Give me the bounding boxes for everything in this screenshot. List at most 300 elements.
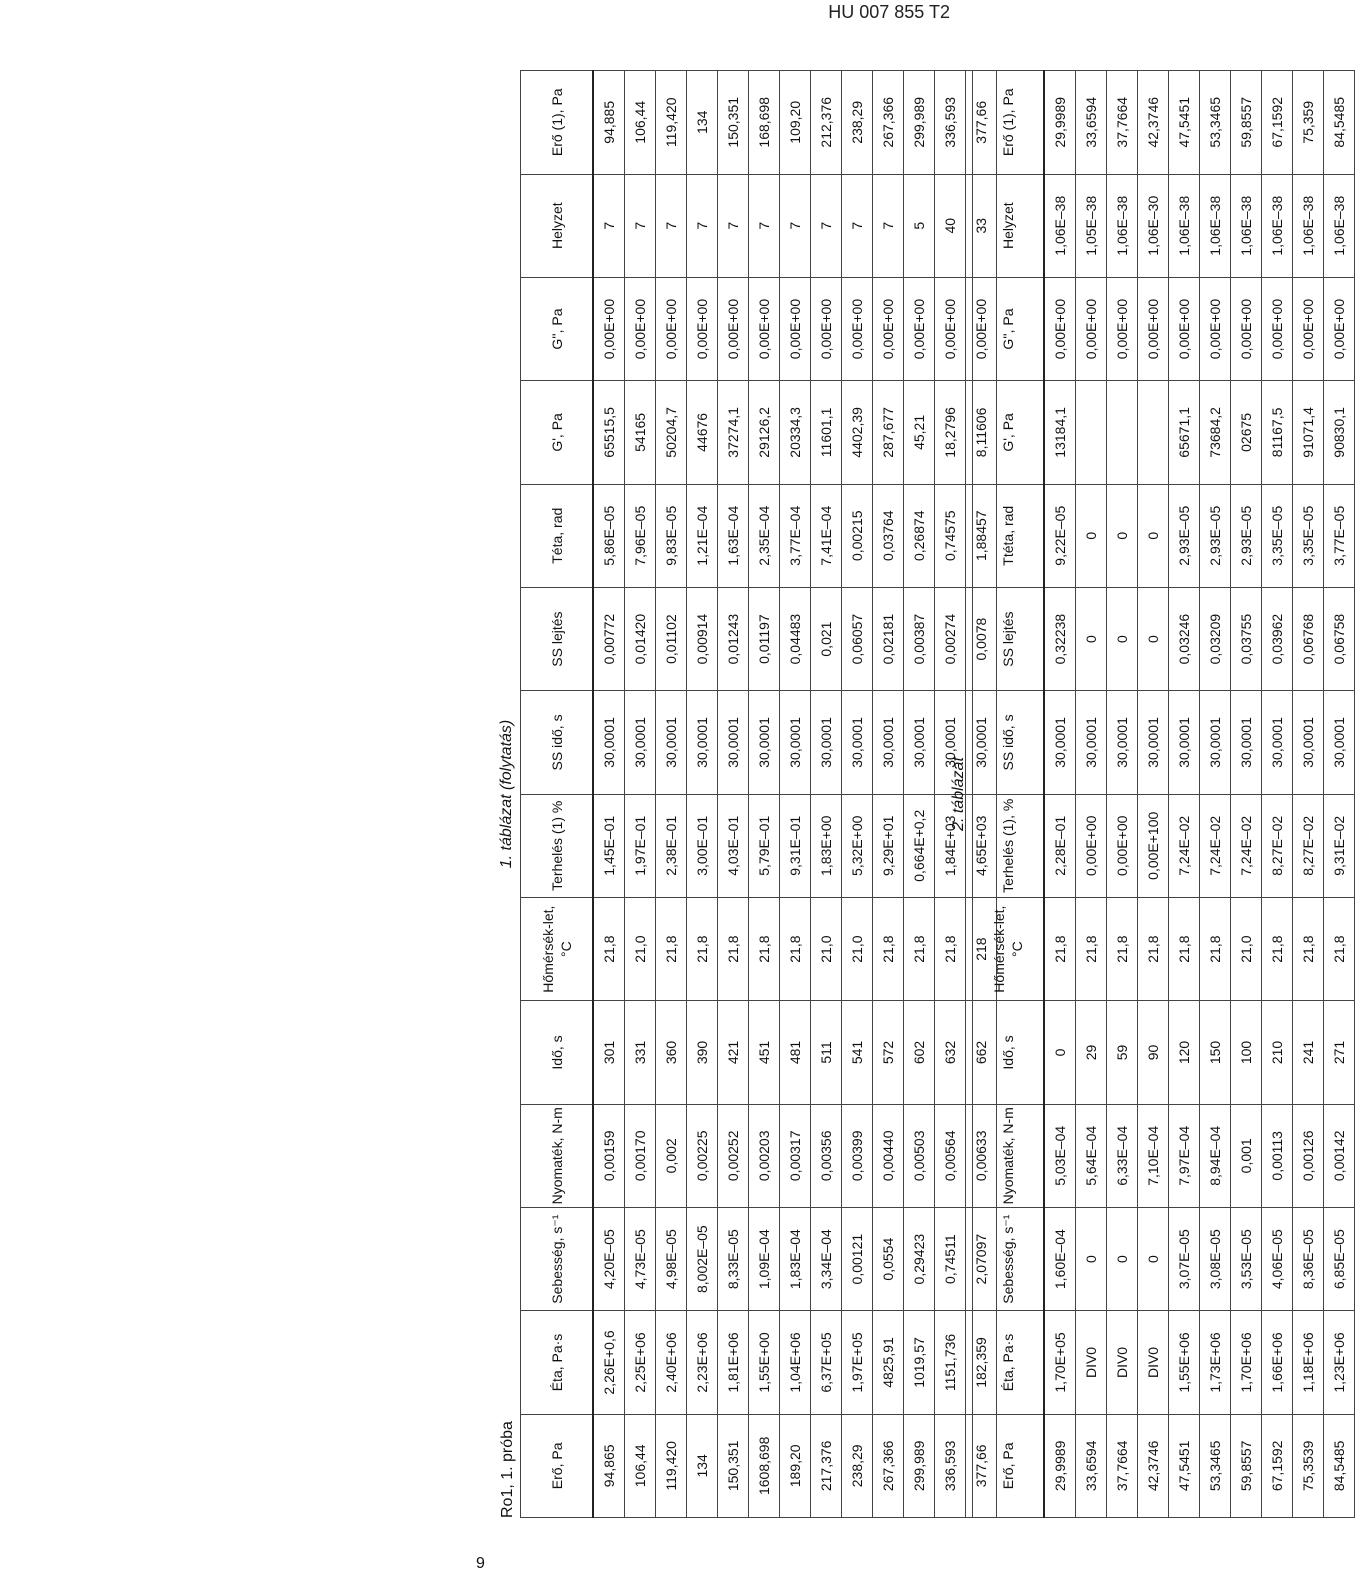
table-row (625, 71, 656, 1518)
table-cell: 1,63E–04 (718, 484, 749, 587)
table-cell: 0,00121 (842, 1207, 873, 1310)
table-cell: 9,83E–05 (656, 484, 687, 587)
table-cell: 8,33E–05 (718, 1207, 749, 1310)
table-cell: 4,03E–01 (718, 794, 749, 897)
table-cell: 150,351 (718, 71, 749, 175)
table-cell: 37,7664 (1107, 71, 1138, 175)
table-cell: 0,00E+00 (593, 277, 625, 380)
table-cell: 47,5451 (1169, 71, 1200, 175)
table-cell: 8,27E–02 (1262, 794, 1293, 897)
table2-header-cell: SS idő, s (973, 691, 1045, 794)
table-cell: 0,00252 (718, 1104, 749, 1207)
table-cell: 29126,2 (749, 381, 780, 484)
table-cell: 4,06E–05 (1262, 1207, 1293, 1310)
table-cell: 299,989 (904, 1414, 935, 1517)
table-cell: 7,24E–02 (1200, 794, 1231, 897)
table-cell: 217,376 (811, 1414, 842, 1517)
table-cell: 0,03755 (1231, 587, 1262, 690)
table-cell: 8,36E–05 (1293, 1207, 1324, 1310)
table-cell: 21,8 (1044, 897, 1076, 1000)
table2 (972, 70, 1355, 1518)
table-cell: 1,06E–38 (1324, 174, 1355, 277)
table-cell: 0,02181 (873, 587, 904, 690)
table-cell: 8,11606 (966, 381, 997, 484)
table-cell: DIV0 (1107, 1311, 1138, 1414)
table-cell: 7 (687, 174, 718, 277)
table-cell: 45,21 (904, 381, 935, 484)
table-cell: 0,01102 (656, 587, 687, 690)
table-cell: 7,41E–04 (811, 484, 842, 587)
table-cell: 0,00E+00 (656, 277, 687, 380)
table-cell: 0,00E+00 (842, 277, 873, 380)
table-row (1231, 71, 1262, 1518)
table-cell: 0,00564 (935, 1104, 966, 1207)
table-cell: 241 (1293, 1001, 1324, 1104)
table-cell: 30,0001 (904, 691, 935, 794)
table-cell: 7 (718, 174, 749, 277)
table-cell: 0,00E+00 (935, 277, 966, 380)
table-cell: 0 (1044, 1001, 1076, 1104)
table-cell: 0,002 (656, 1104, 687, 1207)
table-cell: 8,002E–05 (687, 1207, 718, 1310)
table-cell: 0 (1107, 587, 1138, 690)
table-cell: 2,26E+0,6 (593, 1311, 625, 1414)
table-cell: 0,00E+00 (1076, 277, 1107, 380)
table-cell: 30,0001 (718, 691, 749, 794)
table-cell: 0,00317 (780, 1104, 811, 1207)
table-row (593, 71, 625, 1518)
table-cell: 0,01243 (718, 587, 749, 690)
table-cell: 59 (1107, 1001, 1138, 1104)
table-row (687, 71, 718, 1518)
table-cell: 0,00E+00 (749, 277, 780, 380)
table-cell: 2,07097 (966, 1207, 997, 1310)
table-cell: 168,698 (749, 71, 780, 175)
table-cell: 2,93E–05 (1200, 484, 1231, 587)
table-cell: 90 (1138, 1001, 1169, 1104)
table-cell: 1,09E–04 (749, 1207, 780, 1310)
table-cell: 7,10E–04 (1138, 1104, 1169, 1207)
table-cell: 0,06758 (1324, 587, 1355, 690)
table-cell: 0,00113 (1262, 1104, 1293, 1207)
table-cell: 30,0001 (625, 691, 656, 794)
table-cell: 2,40E+06 (656, 1311, 687, 1414)
table1-header-cell: Terhelés (1) % (521, 794, 594, 897)
table-cell: 267,366 (873, 71, 904, 175)
table-cell: 21,8 (687, 897, 718, 1000)
table1-header-cell: G'', Pa (521, 277, 594, 380)
table-cell: 1,23E+06 (1324, 1311, 1355, 1414)
table2-header-cell: Erő, Pa (973, 1414, 1045, 1517)
table-cell: 7 (749, 174, 780, 277)
table-cell: 0,0554 (873, 1207, 904, 1310)
table-cell: 238,29 (842, 1414, 873, 1517)
table-cell: 2,25E+06 (625, 1311, 656, 1414)
table-cell: 6,85E–05 (1324, 1207, 1355, 1310)
table2-caption: 2. táblázat (950, 757, 967, 831)
table-cell: 182,359 (966, 1311, 997, 1414)
table-cell: 3,34E–04 (811, 1207, 842, 1310)
table-cell: 3,53E–05 (1231, 1207, 1262, 1310)
table-cell: 21,8 (749, 897, 780, 1000)
table-cell: 21,8 (1324, 897, 1355, 1000)
table1-header-cell: Téta, rad (521, 484, 594, 587)
table-cell: 1,60E–04 (1044, 1207, 1076, 1310)
table1-header-cell: Erő, Pa (521, 1414, 594, 1517)
table-cell: 0,00E+00 (1262, 277, 1293, 380)
table-cell: 7 (593, 174, 625, 277)
table-cell: 2,28E–01 (1044, 794, 1076, 897)
table-cell: 0,00126 (1293, 1104, 1324, 1207)
table-cell: 1,97E–01 (625, 794, 656, 897)
table-cell: 7,24E–02 (1169, 794, 1200, 897)
table-cell: 30,0001 (1293, 691, 1324, 794)
table2-header-cell: Éta, Pa·s (973, 1311, 1045, 1414)
table-cell: 5,79E–01 (749, 794, 780, 897)
table-cell: 30,0001 (1169, 691, 1200, 794)
table-row (1262, 71, 1293, 1518)
table-cell: 2,35E–04 (749, 484, 780, 587)
table-cell: 134 (687, 71, 718, 175)
table-cell: 4,65E+03 (966, 794, 997, 897)
table-cell: 377,66 (966, 1414, 997, 1517)
table-cell: 210 (1262, 1001, 1293, 1104)
table-cell: 0,00E+00 (1107, 277, 1138, 380)
table2-header-cell: Erő (1), Pa (973, 71, 1045, 175)
table-cell: 7,97E–04 (1169, 1104, 1200, 1207)
table-cell: 0 (1076, 484, 1107, 587)
table-cell: 0,00E+00 (1324, 277, 1355, 380)
table-row (1169, 71, 1200, 1518)
table-cell: 18,2796 (935, 381, 966, 484)
table-cell: 1,06E–38 (1107, 174, 1138, 277)
table-cell: 0,664E+0,2 (904, 794, 935, 897)
table-cell: 30,0001 (687, 691, 718, 794)
table-cell: 301 (593, 1001, 625, 1104)
table-cell: 7 (656, 174, 687, 277)
table-cell: 0,32238 (1044, 587, 1076, 690)
table-cell: 0,00633 (966, 1104, 997, 1207)
table-cell: 0,00E+00 (687, 277, 718, 380)
table-cell: 73684,2 (1200, 381, 1231, 484)
table-cell: 21,8 (1138, 897, 1169, 1000)
table-cell: 30,0001 (1200, 691, 1231, 794)
table-cell: 572 (873, 1001, 904, 1104)
table-cell: 53,3465 (1200, 71, 1231, 175)
table-cell: 0,00E+00 (811, 277, 842, 380)
table2-header-cell: G', Pa (973, 381, 1045, 484)
table2-header-cell: Ttéta, rad (973, 484, 1045, 587)
table-cell: 30,0001 (966, 691, 997, 794)
table-cell: 0,00E+100 (1138, 794, 1169, 897)
table-cell: 6,37E+05 (811, 1311, 842, 1414)
table-cell: 1151,736 (935, 1311, 966, 1414)
table-cell: 0,03962 (1262, 587, 1293, 690)
table2-header-row (973, 71, 1045, 1518)
table-cell: 33,6594 (1076, 1414, 1107, 1517)
table-cell: 3,35E–05 (1262, 484, 1293, 587)
table-cell: 0,00E+00 (1076, 794, 1107, 897)
table-cell: 1,88457 (966, 484, 997, 587)
table-cell: 33 (966, 174, 997, 277)
table-cell: 481 (780, 1001, 811, 1104)
table2-header-cell: Nyomaték, N-m (973, 1104, 1045, 1207)
table-cell: 0 (1138, 484, 1169, 587)
table-row (873, 71, 904, 1518)
table-cell: 602 (904, 1001, 935, 1104)
table-cell: 4825,91 (873, 1311, 904, 1414)
table-cell: 4402,39 (842, 381, 873, 484)
table-cell: 0,00170 (625, 1104, 656, 1207)
table-cell: 0,00503 (904, 1104, 935, 1207)
table-cell: 30,0001 (780, 691, 811, 794)
table-cell: 0,00E+00 (718, 277, 749, 380)
table-cell: 21,0 (811, 897, 842, 1000)
table-cell: 30,0001 (842, 691, 873, 794)
table-cell: 30,0001 (656, 691, 687, 794)
table-cell: 33,6594 (1076, 71, 1107, 175)
table-cell: 3,35E–05 (1293, 484, 1324, 587)
table-cell: 0,00399 (842, 1104, 873, 1207)
table-cell: 30,0001 (811, 691, 842, 794)
table-cell: 0,00159 (593, 1104, 625, 1207)
table-cell: 421 (718, 1001, 749, 1104)
table-cell: 1,06E–30 (1138, 174, 1169, 277)
table-cell: 5,32E+00 (842, 794, 873, 897)
table-cell: 0,03764 (873, 484, 904, 587)
table-cell: 75,359 (1293, 71, 1324, 175)
table-cell: 50204,7 (656, 381, 687, 484)
table-cell: 21,8 (1293, 897, 1324, 1000)
table-cell: 21,8 (1169, 897, 1200, 1000)
table-cell: 1019,57 (904, 1311, 935, 1414)
table-cell: 119,420 (656, 71, 687, 175)
table-cell: 91071,4 (1293, 381, 1324, 484)
table-cell: 0,03209 (1200, 587, 1231, 690)
table-cell: 40 (935, 174, 966, 277)
table-cell: 0 (1076, 587, 1107, 690)
table-cell: 0,00142 (1324, 1104, 1355, 1207)
table-cell: DIV0 (1138, 1311, 1169, 1414)
table-cell: 0,03246 (1169, 587, 1200, 690)
table-cell: 47,5451 (1169, 1414, 1200, 1517)
table-cell: 1,45E–01 (593, 794, 625, 897)
table-cell: 84,5485 (1324, 1414, 1355, 1517)
table-cell: 5,64E–04 (1076, 1104, 1107, 1207)
table-cell: 21,8 (935, 897, 966, 1000)
table-cell: 1,55E+06 (1169, 1311, 1200, 1414)
table-cell: 67,1592 (1262, 1414, 1293, 1517)
table-cell: 106,44 (625, 1414, 656, 1517)
table2-header-cell: Hőmérsék-let, °C (973, 897, 1045, 1000)
table-cell: 4,98E–05 (656, 1207, 687, 1310)
table-cell: 1,06E–38 (1200, 174, 1231, 277)
table-cell: 30,0001 (873, 691, 904, 794)
table-cell: 0,00203 (749, 1104, 780, 1207)
table-cell (1107, 381, 1138, 484)
table-cell: 0 (1107, 1207, 1138, 1310)
table-cell: 0,01420 (625, 587, 656, 690)
table-cell: 29 (1076, 1001, 1107, 1104)
table-cell: 21,8 (1200, 897, 1231, 1000)
table-cell: 1,55E+00 (749, 1311, 780, 1414)
table-cell: 1,84E+03 (935, 794, 966, 897)
table1-header-cell: SS lejtés (521, 587, 594, 690)
table-cell: 21,8 (718, 897, 749, 1000)
table2-header-cell: Idő, s (973, 1001, 1045, 1104)
table-cell: 0,00E+00 (1044, 277, 1076, 380)
table-cell: 8,94E–04 (1200, 1104, 1231, 1207)
table-cell: 21,8 (1107, 897, 1138, 1000)
table1-header-cell: Erő (1), Pa (521, 71, 594, 175)
table-cell: 360 (656, 1001, 687, 1104)
table-row (718, 71, 749, 1518)
table-row (656, 71, 687, 1518)
table-cell: 37274,1 (718, 381, 749, 484)
table-cell: 1,70E+05 (1044, 1311, 1076, 1414)
table-cell: 1,06E–38 (1044, 174, 1076, 277)
table2-header-cell: Sebesség, s⁻¹ (973, 1207, 1045, 1310)
table1-header-cell: Helyzet (521, 174, 594, 277)
table-cell: 1,05E–38 (1076, 174, 1107, 277)
document-code: HU 007 855 T2 (828, 2, 950, 22)
table-cell: 8,27E–02 (1293, 794, 1324, 897)
table-cell: 0,00772 (593, 587, 625, 690)
table-cell: 90830,1 (1324, 381, 1355, 484)
table-cell: 7,96E–05 (625, 484, 656, 587)
table2-body (1044, 71, 1355, 1518)
table-cell: 11601,1 (811, 381, 842, 484)
table-cell: 662 (966, 1001, 997, 1104)
table-cell: 100 (1231, 1001, 1262, 1104)
table-cell: 238,29 (842, 71, 873, 175)
table-cell: 21,0 (1231, 897, 1262, 1000)
table-cell: 02675 (1231, 381, 1262, 484)
table-cell: 0,001 (1231, 1104, 1262, 1207)
table-cell: 541 (842, 1001, 873, 1104)
table-row (780, 71, 811, 1518)
table-cell: 9,22E–05 (1044, 484, 1076, 587)
table-cell: 1,06E–38 (1169, 174, 1200, 277)
table-cell: 21,8 (780, 897, 811, 1000)
table-cell: 29,9989 (1044, 71, 1076, 175)
table-cell: 390 (687, 1001, 718, 1104)
table1-header-row (521, 71, 594, 1518)
table-cell: 7 (811, 174, 842, 277)
table-cell: 2,38E–01 (656, 794, 687, 897)
table-cell: 331 (625, 1001, 656, 1104)
table-cell: 30,0001 (1262, 691, 1293, 794)
table-cell: 109,20 (780, 71, 811, 175)
table-cell: 336,593 (935, 71, 966, 175)
table-row (1107, 71, 1138, 1518)
table1 (520, 70, 997, 1518)
table1-header-cell: Hőmérsék-let, °C (521, 897, 594, 1000)
table-cell: 0,00E+00 (1169, 277, 1200, 380)
table-row (1138, 71, 1169, 1518)
table-row (1076, 71, 1107, 1518)
table-cell: 267,366 (873, 1414, 904, 1517)
table2-header-cell: G'', Pa (973, 277, 1045, 380)
table-cell: 0,00387 (904, 587, 935, 690)
table-cell: 0,00E+00 (966, 277, 997, 380)
table-cell: 0,04483 (780, 587, 811, 690)
table-cell: 1,83E+00 (811, 794, 842, 897)
table-cell: 2,23E+06 (687, 1311, 718, 1414)
table-cell: 150 (1200, 1001, 1231, 1104)
table1-header-cell: Sebesség, s⁻¹ (521, 1207, 594, 1310)
table-cell: 451 (749, 1001, 780, 1104)
table-cell: 2,93E–05 (1231, 484, 1262, 587)
table-cell: 0,74511 (935, 1207, 966, 1310)
table-cell: 0 (1076, 1207, 1107, 1310)
table-cell: 30,0001 (593, 691, 625, 794)
table-cell: 1,06E–38 (1262, 174, 1293, 277)
table-cell: 0,021 (811, 587, 842, 690)
table2-header-cell: Terhelés (1), % (973, 794, 1045, 897)
table-cell: 42,3746 (1138, 71, 1169, 175)
table-cell: 3,00E–01 (687, 794, 718, 897)
table-cell: 30,0001 (1107, 691, 1138, 794)
table-cell: 75,3539 (1293, 1414, 1324, 1517)
table-cell: 21,8 (656, 897, 687, 1000)
table-cell: 0,00E+00 (873, 277, 904, 380)
table-cell: 0,00E+00 (1107, 794, 1138, 897)
table-cell (1076, 381, 1107, 484)
table-cell: 21,8 (873, 897, 904, 1000)
table-cell: 7 (842, 174, 873, 277)
table1-body (593, 71, 997, 1518)
table-cell: 0,00274 (935, 587, 966, 690)
table-cell: 0 (1107, 484, 1138, 587)
table-cell: 1,73E+06 (1200, 1311, 1231, 1414)
table-cell: 53,3465 (1200, 1414, 1231, 1517)
table-cell: 106,44 (625, 71, 656, 175)
table1-caption: 1. táblázat (folytatás) (498, 719, 515, 869)
table-cell: 3,77E–04 (780, 484, 811, 587)
table-cell: 0,00225 (687, 1104, 718, 1207)
sample-label: Ro1, 1. próba (499, 1421, 516, 1518)
table-cell: 3,77E–05 (1324, 484, 1355, 587)
table-cell: 1,06E–38 (1293, 174, 1324, 277)
table-cell: 1,66E+06 (1262, 1311, 1293, 1414)
table-cell: 42,3746 (1138, 1414, 1169, 1517)
table-cell: 1,04E+06 (780, 1311, 811, 1414)
table1-block (494, 70, 989, 1518)
table-cell: 0,00E+00 (780, 277, 811, 380)
table-cell (1138, 381, 1169, 484)
table-cell: 67,1592 (1262, 71, 1293, 175)
table-cell: 1,70E+06 (1231, 1311, 1262, 1414)
table-cell: 94,885 (593, 71, 625, 175)
table-cell: 13184,1 (1044, 381, 1076, 484)
table-cell: 2,93E–05 (1169, 484, 1200, 587)
table-cell: 59,8557 (1231, 71, 1262, 175)
table-cell: 511 (811, 1001, 842, 1104)
table-cell: 30,0001 (1324, 691, 1355, 794)
table-cell: 7,24E–02 (1231, 794, 1262, 897)
table-cell: 54165 (625, 381, 656, 484)
table-cell: 0,26874 (904, 484, 935, 587)
table-cell: 0 (1138, 587, 1169, 690)
table-cell: 377,66 (966, 71, 997, 175)
table-cell: 0,00E+00 (1231, 277, 1262, 380)
table-cell: 9,29E+01 (873, 794, 904, 897)
table-cell: 299,989 (904, 71, 935, 175)
table-cell: 21,8 (1262, 897, 1293, 1000)
table-cell: 21,8 (593, 897, 625, 1000)
table-cell: 30,0001 (1138, 691, 1169, 794)
